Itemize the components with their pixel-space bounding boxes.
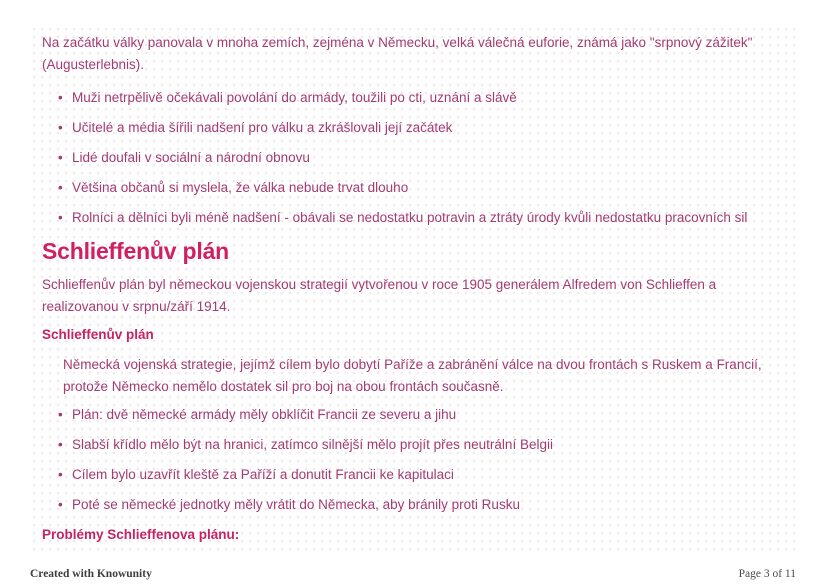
section-paragraph: Schlieffenův plán byl německou vojenskou strategií vytvořenou v roce 1905 generálem Alfredem von Schlieffen a realizovanou v srpnu/září 1914. <box>42 277 717 314</box>
war-euphoria-list <box>42 87 786 229</box>
list-item-text: Rolníci a dělníci byli méně nadšení - obávali se nedostatku potravin a ztráty úrody kvůli nedostatku pracovních sil <box>72 210 748 225</box>
list-item <box>58 464 786 486</box>
page-indicator: Page 3 of 11 <box>738 568 796 580</box>
list-item <box>58 177 786 199</box>
definition-text: Německá vojenská strategie, jejímž cílem bylo dobytí Paříže a zabránění válce na dvou frontách s Ruskem a Francií, protože Německo nemělo dostatek sil pro boj na obou frontách současně. <box>63 357 762 394</box>
plan-steps-list <box>42 404 786 516</box>
bullet-icon: • <box>58 180 63 195</box>
intro-paragraph: Na začátku války panovala v mnoha zemích, zejména v Německu, velká válečná euforie, známá jako "srpnový zážitek" (Augusterlebnis). <box>42 35 753 72</box>
list-item-text: Slabší křídlo mělo být na hranici, zatímco silnější mělo projít přes neutrální Belgii <box>72 437 553 452</box>
page-content <box>30 25 800 556</box>
bullet-icon: • <box>58 407 63 422</box>
section-heading: Schlieffenův plán <box>42 238 230 264</box>
list-item <box>58 147 786 169</box>
list-item-text: Muži netrpělivě očekávali povolání do armády, toužili po cti, uznání a slávě <box>72 90 517 105</box>
bullet-icon: • <box>58 120 63 135</box>
footer-branding: Created with Knowunity <box>30 568 152 580</box>
list-item-text: Poté se německé jednotky měly vrátit do Německa, aby bránily proti Rusku <box>72 497 520 512</box>
list-item <box>58 494 786 516</box>
list-item-text: Plán: dvě německé armády měly obklíčit Francii ze severu a jihu <box>72 407 457 422</box>
list-item <box>58 207 786 229</box>
list-item-text: Lidé doufali v sociální a národní obnovu <box>72 150 310 165</box>
problems-heading: Problémy Schlieffenova plánu: <box>42 527 240 542</box>
list-item <box>58 117 786 139</box>
bullet-icon: • <box>58 497 63 512</box>
definition-term: Schlieffenův plán <box>42 327 154 342</box>
list-item <box>58 434 786 456</box>
list-item <box>58 404 786 426</box>
list-item-text: Cílem bylo uzavřít kleště za Paříží a donutit Francii ke kapitulaci <box>72 467 454 482</box>
bullet-icon: • <box>58 150 63 165</box>
bullet-icon: • <box>58 90 63 105</box>
list-item-text: Učitelé a média šířili nadšení pro válku a zkrášlovali její začátek <box>72 120 453 135</box>
list-item <box>58 87 786 109</box>
list-item-text: Většina občanů si myslela, že válka nebude trvat dlouho <box>72 180 409 195</box>
bullet-icon: • <box>58 437 63 452</box>
page-footer <box>30 568 796 580</box>
bullet-icon: • <box>58 210 63 225</box>
bullet-icon: • <box>58 467 63 482</box>
